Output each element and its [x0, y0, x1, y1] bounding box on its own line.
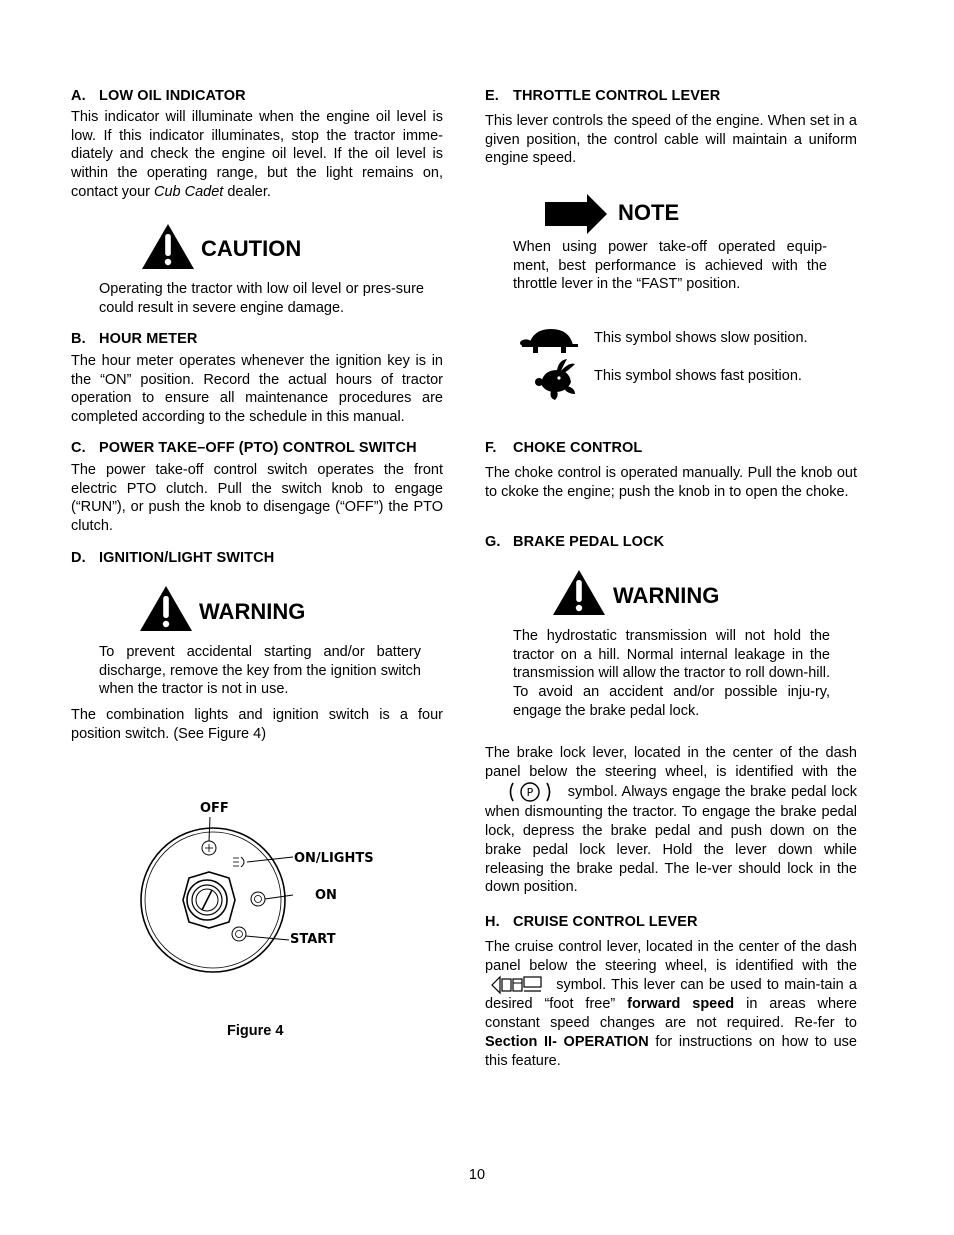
section-f-text: The choke control is operated manually. Pull the knob out to ckoke the engine; push the knob in to open the choke.: [485, 465, 857, 500]
section-f-heading: F. CHOKE CONTROL: [485, 440, 643, 456]
section-c-text: The power take-off control switch operates the front electric PTO clutch. Pull the switch knob to engage (“RUN”), or push the knob to disengage (“OFF”) the PTO clutch.: [71, 462, 443, 535]
section-e-text: This lever controls the speed of the engine. When set in a given position, the control cable will maintain a uniform engine speed.: [485, 113, 857, 167]
section-h-heading: H. CRUISE CONTROL LEVER: [485, 914, 698, 930]
caution-warning-triangle-icon: [140, 222, 196, 271]
figure4-label-on-lights: ON/LIGHTS: [294, 851, 374, 866]
warning-triangle-icon: [138, 584, 194, 633]
figure4-caption: Figure 4: [227, 1023, 284, 1039]
warning-triangle-icon: [551, 568, 607, 617]
figure4-label-off: OFF: [200, 801, 229, 816]
section-d-heading: D. IGNITION/LIGHT SWITCH: [71, 550, 275, 566]
ignition-warning-text: To prevent accidental starting and/or battery discharge, remove the key from the ignition switch when the tractor is not in use.: [99, 644, 421, 698]
section-g-heading: G. BRAKE PEDAL LOCK: [485, 534, 665, 550]
fast-symbol-text: This symbol shows fast position.: [594, 368, 802, 384]
section-a-heading: A. LOW OIL INDICATOR: [71, 88, 246, 104]
ignition-switch-diagram: [131, 815, 301, 985]
section-h-text: The cruise control lever, located in the center of the dash panel below the steering wheel, is identified with the symbol. This lever can be used to main-tain a desired “foot free” forward speed in areas where constant speed changes are not required. Re-fer to Section II- OPERATION for instructions on how to use this feature.: [485, 939, 857, 1069]
rabbit-fast-icon: [529, 358, 579, 402]
slow-symbol-text: This symbol shows slow position.: [594, 330, 808, 346]
dealer-brand: Cub Cadet: [154, 183, 224, 200]
figure4-label-start: START: [290, 932, 336, 947]
section-e-heading: E. THROTTLE CONTROL LEVER: [485, 88, 721, 104]
note-text: When using power take-off operated equip-ment, best performance is achieved with the throttle lever in the “FAST” position.: [513, 239, 827, 293]
caution-text: Operating the tractor with low oil level or pres-sure could result in severe engine damage.: [99, 281, 424, 316]
svg-text:P: P: [526, 786, 534, 800]
brake-warning-text: The hydrostatic transmission will not hold the tractor on a hill. Normal internal leakage in the transmission will allow the tractor to roll down-hill. To avoid an accident and/or possible inju-ry, engage the brake pedal lock.: [513, 628, 830, 719]
section-g-text: The brake lock lever, located in the center of the dash panel below the steering wheel, is identified with the P symbol. Always engage the brake pedal lock when dismounting the tractor. To engage the brake pedal lock, depress the brake pedal and push down on the brake pedal lock lever. Hold the lever down while releasing the brake pedal. The le-ver should lock in the down position.: [485, 745, 857, 896]
note-arrow-icon: [543, 193, 609, 235]
section-d-text: The combination lights and ignition switch is a four position switch. (See Figure 4): [71, 707, 443, 742]
warning-signal-word: WARNING: [199, 599, 306, 624]
figure4-label-on: ON: [315, 888, 337, 903]
warning-signal-word: WARNING: [613, 583, 720, 608]
page-number: 10: [468, 1167, 486, 1183]
cruise-control-icon: [491, 975, 543, 995]
section-a-text: This indicator will illuminate when the engine oil level is low. If this indicator illuminates, stop the tractor imme-diately and check the engine oil level. If the oil level is within the operating range, but the light remains on, contact your Cub Cadet dealer.: [71, 109, 443, 200]
caution-signal-word: CAUTION: [201, 236, 302, 261]
section-c-heading: C. POWER TAKE–OFF (PTO) CONTROL SWITCH: [71, 440, 417, 456]
section-b-heading: B. HOUR METER: [71, 331, 198, 347]
note-signal-word: NOTE: [618, 200, 680, 225]
section-b-text: The hour meter operates whenever the ignition key is in the “ON” position. Record the actual hours of tractor operation to ensure all maintenance procedures are completed according to the schedule in this manual.: [71, 353, 443, 426]
turtle-slow-icon: [519, 325, 581, 357]
parking-brake-icon: [507, 781, 553, 803]
